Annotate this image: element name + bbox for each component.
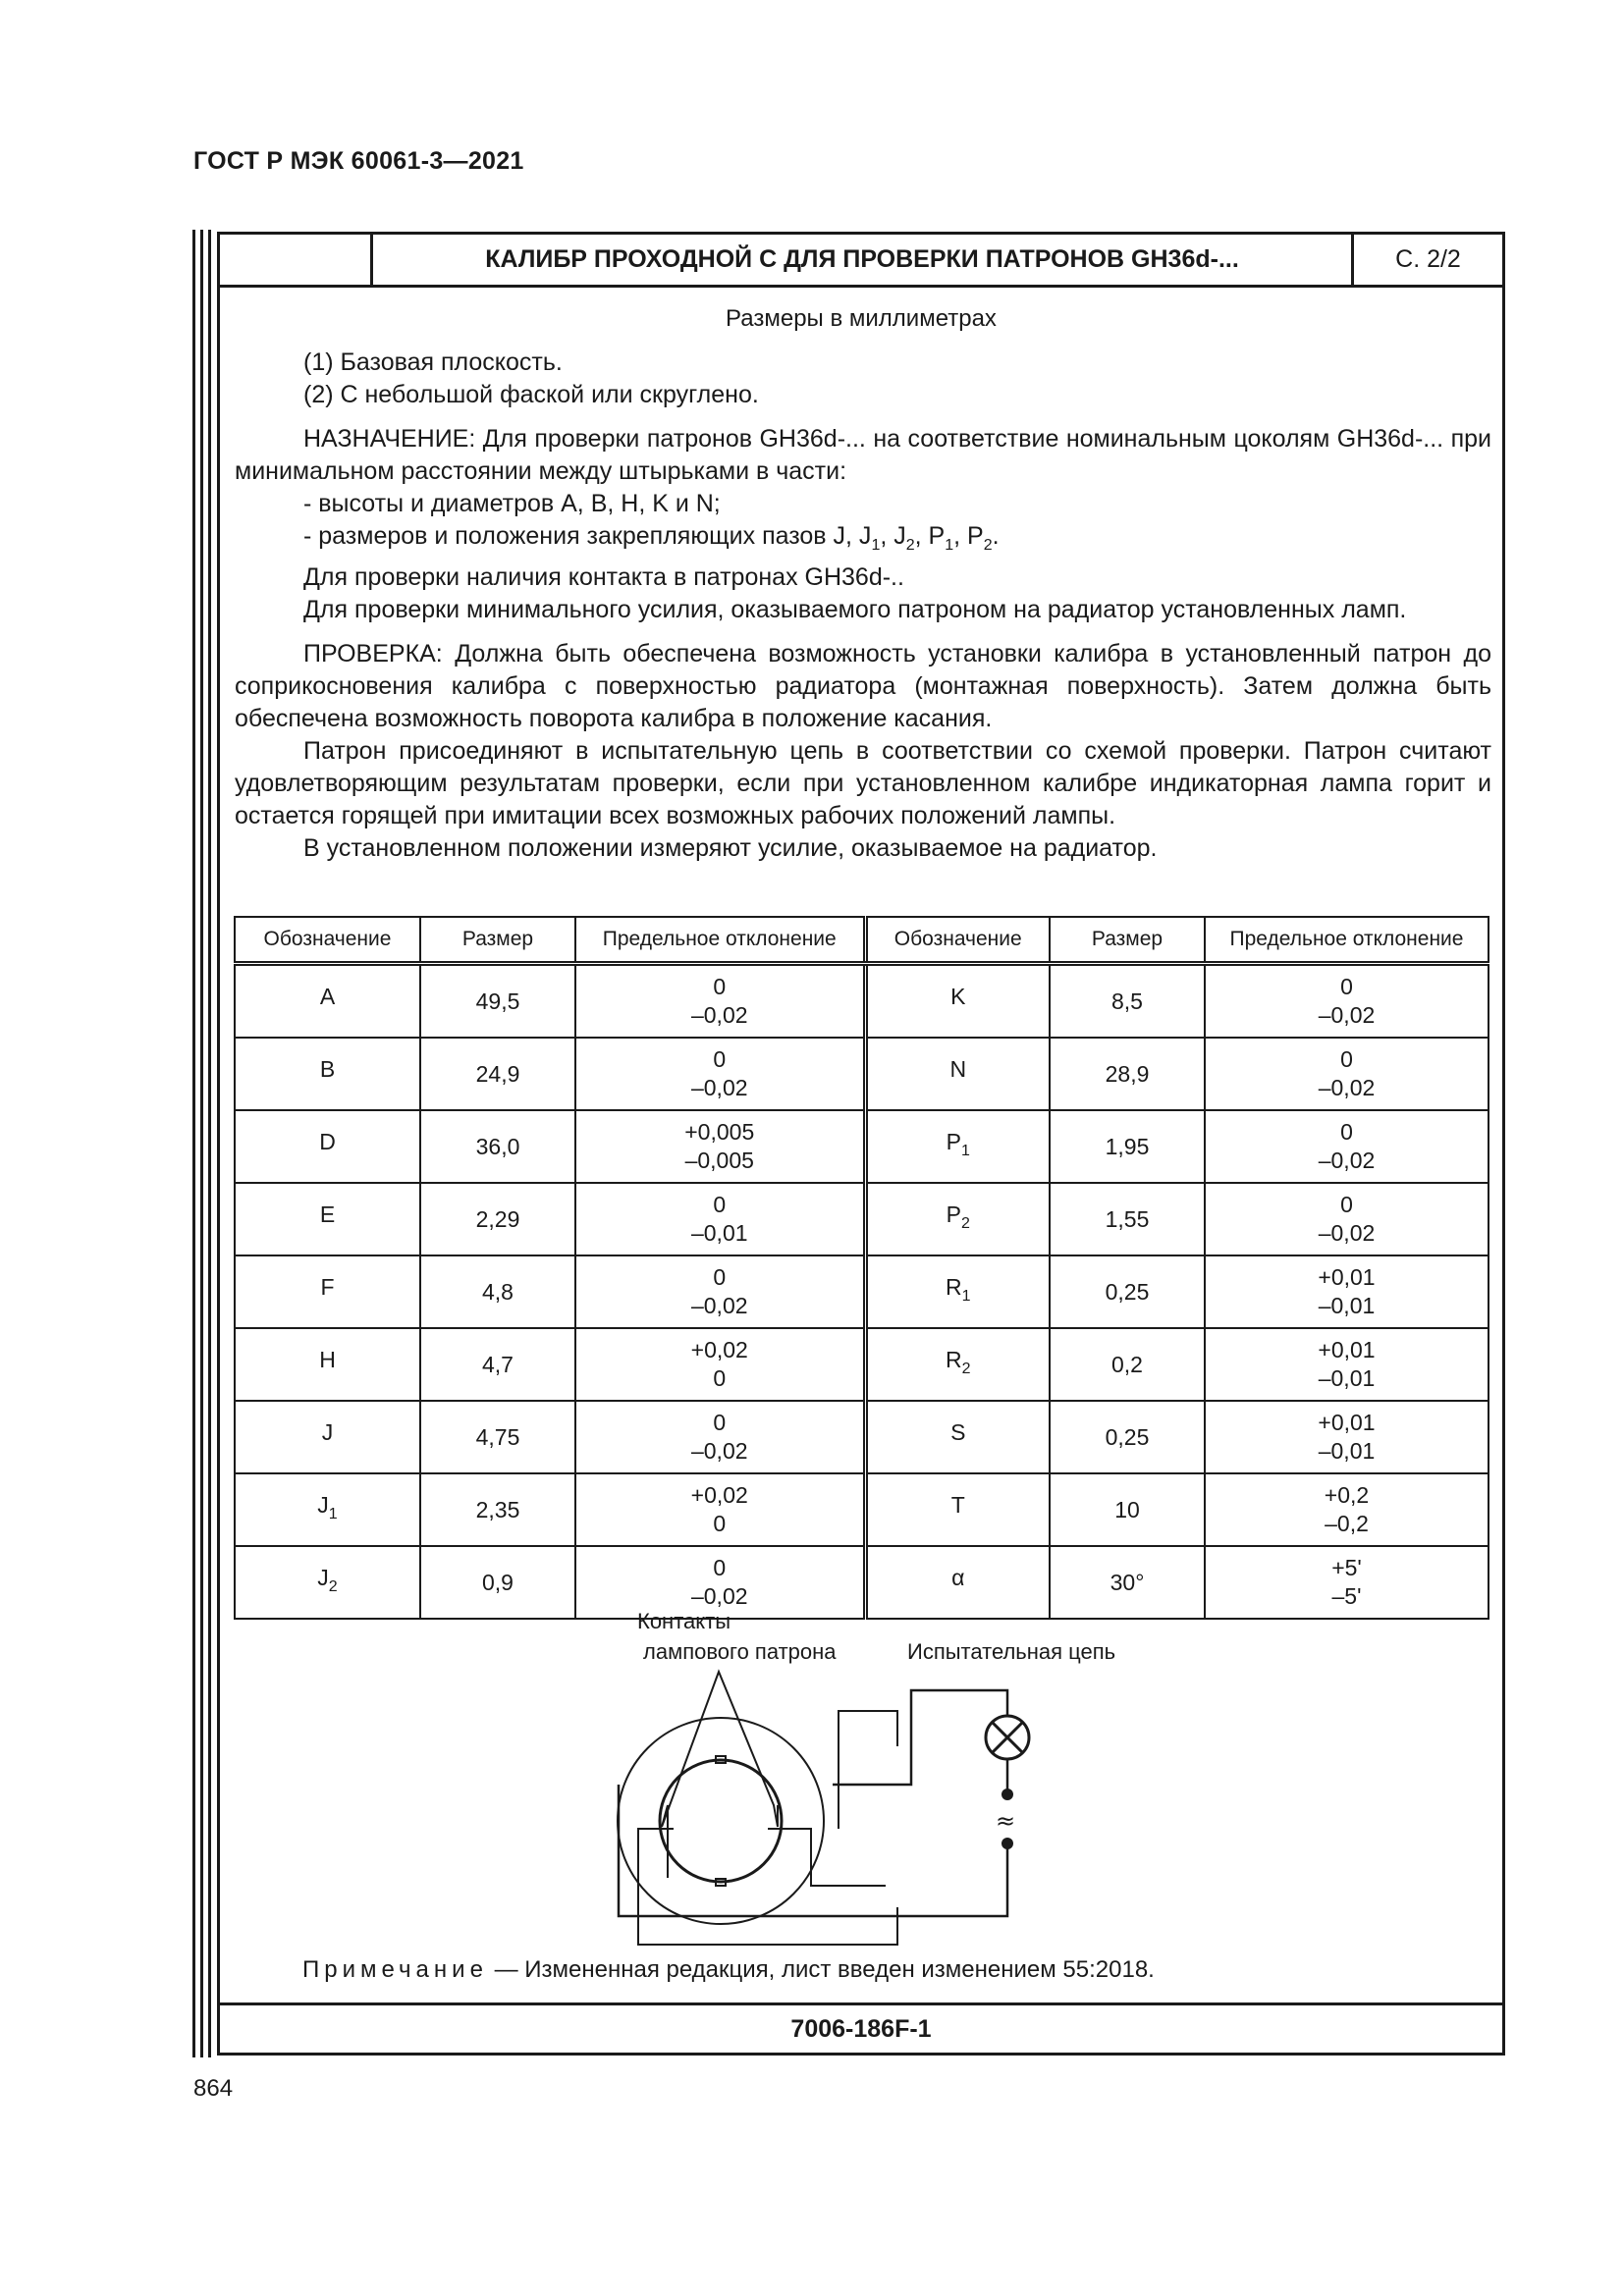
standard-designation: ГОСТ Р МЭК 60061-3—2021 xyxy=(193,147,524,175)
tolerance-upper: 0 xyxy=(713,974,727,999)
source-terminal-bottom xyxy=(1001,1838,1013,1849)
note-1: (1) Базовая плоскость. xyxy=(303,348,563,376)
purpose-item-2-prefix: - размеров и положения закрепляющих пазов J, J xyxy=(303,522,872,550)
cell-size: 36,0 xyxy=(420,1110,575,1183)
tolerance-lower: –0,01 xyxy=(690,1220,748,1246)
cell-size: 24,9 xyxy=(420,1038,575,1110)
tolerance-upper: +0,01 xyxy=(1318,1264,1376,1290)
tolerance-lower: –0,02 xyxy=(690,1583,748,1609)
purpose-contact: Для проверки наличия контакта в патронах GH36d-.. xyxy=(303,563,904,591)
cell-size: 4,7 xyxy=(420,1328,575,1401)
tolerance-lower: –0,01 xyxy=(1318,1293,1376,1318)
col-size-2: Размер xyxy=(1050,917,1205,964)
designation-letter: P xyxy=(946,1201,961,1227)
tolerance-lower: –0,02 xyxy=(690,1293,748,1318)
tolerance-upper: +0,2 xyxy=(1324,1482,1370,1508)
check-circuit: Патрон присоединяют в испытательную цепь в соответствии со схемой проверки. Патрон считают удовлетворяющим результатам проверки, если при установленном калибре индикаторная лампа горит и остается горящей при имитации всех возможных рабочих положений лампы. xyxy=(235,737,1491,829)
cell-size: 4,75 xyxy=(420,1401,575,1473)
col-size: Размер xyxy=(420,917,575,964)
designation-letter: S xyxy=(950,1419,966,1445)
designation-letter: J xyxy=(317,1492,329,1518)
contacts-label-line-1: Контакты xyxy=(637,1609,731,1633)
purpose-item-1: - высоты и диаметров A, B, H, K и N; xyxy=(303,490,721,517)
purpose-label: НАЗНАЧЕНИЕ: xyxy=(303,425,476,453)
designation-subscript: 2 xyxy=(328,1578,338,1595)
cell-size: 0,25 xyxy=(1050,1255,1205,1328)
sheet-page-ref: С. 2/2 xyxy=(1395,245,1461,273)
tolerance-upper: +0,02 xyxy=(690,1337,748,1362)
designation-letter: R xyxy=(945,1347,962,1372)
sheet-title: КАЛИБР ПРОХОДНОЙ С ДЛЯ ПРОВЕРКИ ПАТРОНОВ GH36d-... xyxy=(373,235,1354,285)
col-designation: Обозначение xyxy=(235,917,420,964)
test-circuit-label: Испытательная цепь xyxy=(907,1639,1116,1664)
designation-letter: P xyxy=(946,1129,961,1154)
designation-letter: J xyxy=(317,1565,329,1590)
designation-letter: T xyxy=(950,1492,965,1518)
tolerance-lower: –0,02 xyxy=(1318,1075,1376,1100)
tolerance-upper: 0 xyxy=(713,1264,727,1290)
note-label: Примечание xyxy=(302,1956,488,1983)
tolerance-lower: –0,01 xyxy=(1318,1438,1376,1464)
col-tolerance: Предельное отклонение xyxy=(575,917,865,964)
check-text: Должна быть обеспечена возможность установки калибра в установленный патрон до соприкосновения калибра с поверхностью радиатора (монтажная поверхность). Затем должна быть обеспечена возможность поворота калибра в положение касания. xyxy=(235,640,1491,732)
cell-size: 49,5 xyxy=(420,964,575,1039)
tolerance-lower: –0,005 xyxy=(684,1148,754,1173)
tolerance-upper: 0 xyxy=(713,1192,727,1217)
designation-letter: J xyxy=(321,1419,334,1445)
tolerance-lower: –5' xyxy=(1331,1583,1362,1609)
cell-size: 10 xyxy=(1050,1473,1205,1546)
tolerance-upper: +5' xyxy=(1331,1555,1362,1580)
contacts-label-line-2: лампового патрона xyxy=(643,1639,837,1664)
tolerance-upper: +0,01 xyxy=(1318,1410,1376,1435)
tolerance-upper: +0,02 xyxy=(690,1482,748,1508)
designation-subscript: 2 xyxy=(960,1215,970,1232)
tolerance-upper: 0 xyxy=(713,1555,727,1580)
tolerance-lower: –0,02 xyxy=(690,1438,748,1464)
ac-source-symbol: ≈ xyxy=(996,1807,1016,1835)
tolerance-lower: –0,02 xyxy=(690,1002,748,1028)
designation-subscript: 1 xyxy=(960,1143,970,1159)
cell-size: 1,55 xyxy=(1050,1183,1205,1255)
tolerance-upper: 0 xyxy=(1340,1046,1353,1072)
tolerance-lower: 0 xyxy=(713,1511,727,1536)
note-2: (2) С небольшой фаской или скруглено. xyxy=(303,381,759,408)
tolerance-lower: –0,02 xyxy=(1318,1002,1376,1028)
col-tolerance-2: Предельное отклонение xyxy=(1205,917,1489,964)
cell-size: 0,25 xyxy=(1050,1401,1205,1473)
cell-size: 1,95 xyxy=(1050,1110,1205,1183)
cell-size: 28,9 xyxy=(1050,1038,1205,1110)
cell-size: 0,2 xyxy=(1050,1328,1205,1401)
cell-size: 4,8 xyxy=(420,1255,575,1328)
circuit-wire-return xyxy=(619,1785,1007,1916)
tolerance-upper: +0,01 xyxy=(1318,1337,1376,1362)
tolerance-lower: –0,02 xyxy=(1318,1148,1376,1173)
cell-size: 0,9 xyxy=(420,1546,575,1619)
cell-size: 2,29 xyxy=(420,1183,575,1255)
designation-letter: B xyxy=(319,1056,336,1082)
check-force: В установленном положении измеряют усилие, оказываемое на радиатор. xyxy=(303,834,1158,862)
designation-subscript: 1 xyxy=(328,1506,338,1522)
page-number: 864 xyxy=(193,2075,234,2102)
designation-letter: N xyxy=(949,1056,967,1082)
cell-size: 8,5 xyxy=(1050,964,1205,1039)
tolerance-upper: 0 xyxy=(1340,1119,1353,1145)
designation-letter: E xyxy=(319,1201,336,1227)
designation-letter: H xyxy=(319,1347,336,1372)
check-label: ПРОВЕРКА: xyxy=(303,640,443,667)
sheet-footer-code: 7006-186F-1 xyxy=(220,2002,1502,2053)
tolerance-lower: –0,02 xyxy=(1318,1220,1376,1246)
note-text: — Измененная редакция, лист введен изменением 55:2018. xyxy=(487,1956,1155,1983)
cell-size: 2,35 xyxy=(420,1473,575,1546)
designation-subscript: 2 xyxy=(961,1361,971,1377)
designation-letter: α xyxy=(951,1565,965,1590)
tolerance-lower: –0,02 xyxy=(690,1075,748,1100)
designation-subscript: 1 xyxy=(961,1288,971,1305)
units-caption: Размеры в миллиметрах xyxy=(726,305,997,332)
source-terminal-top xyxy=(1001,1789,1013,1800)
cell-size: 30° xyxy=(1050,1546,1205,1619)
designation-letter: A xyxy=(319,984,336,1009)
tolerance-upper: 0 xyxy=(1340,974,1353,999)
tolerance-upper: 0 xyxy=(713,1410,727,1435)
circuit-wire-lamp-feed xyxy=(833,1690,1007,1785)
tolerance-upper: 0 xyxy=(713,1046,727,1072)
designation-letter: F xyxy=(320,1274,335,1300)
tolerance-lower: –0,2 xyxy=(1325,1511,1369,1536)
purpose-item-2: - размеров и положения закрепляющих пазов J, $J_1$, $J_2$, $P_1$, $P_2$. xyxy=(303,522,1000,554)
purpose-text: Для проверки патронов GH36d-... на соответствие номинальным цоколям GH36d-... при минимальном расстоянии между штырьками в части: xyxy=(235,425,1492,485)
tolerance-lower: 0 xyxy=(713,1365,727,1391)
purpose-force: Для проверки минимального усилия, оказываемого патроном на радиатор установленных ламп. xyxy=(303,596,1407,623)
designation-letter: D xyxy=(319,1129,336,1154)
tolerance-upper: +0,005 xyxy=(684,1119,755,1145)
tolerance-upper: 0 xyxy=(1340,1192,1353,1217)
designation-letter: R xyxy=(945,1274,962,1300)
designation-letter: K xyxy=(950,984,966,1009)
col-designation-2: Обозначение xyxy=(865,917,1050,964)
tolerance-lower: –0,01 xyxy=(1318,1365,1376,1391)
